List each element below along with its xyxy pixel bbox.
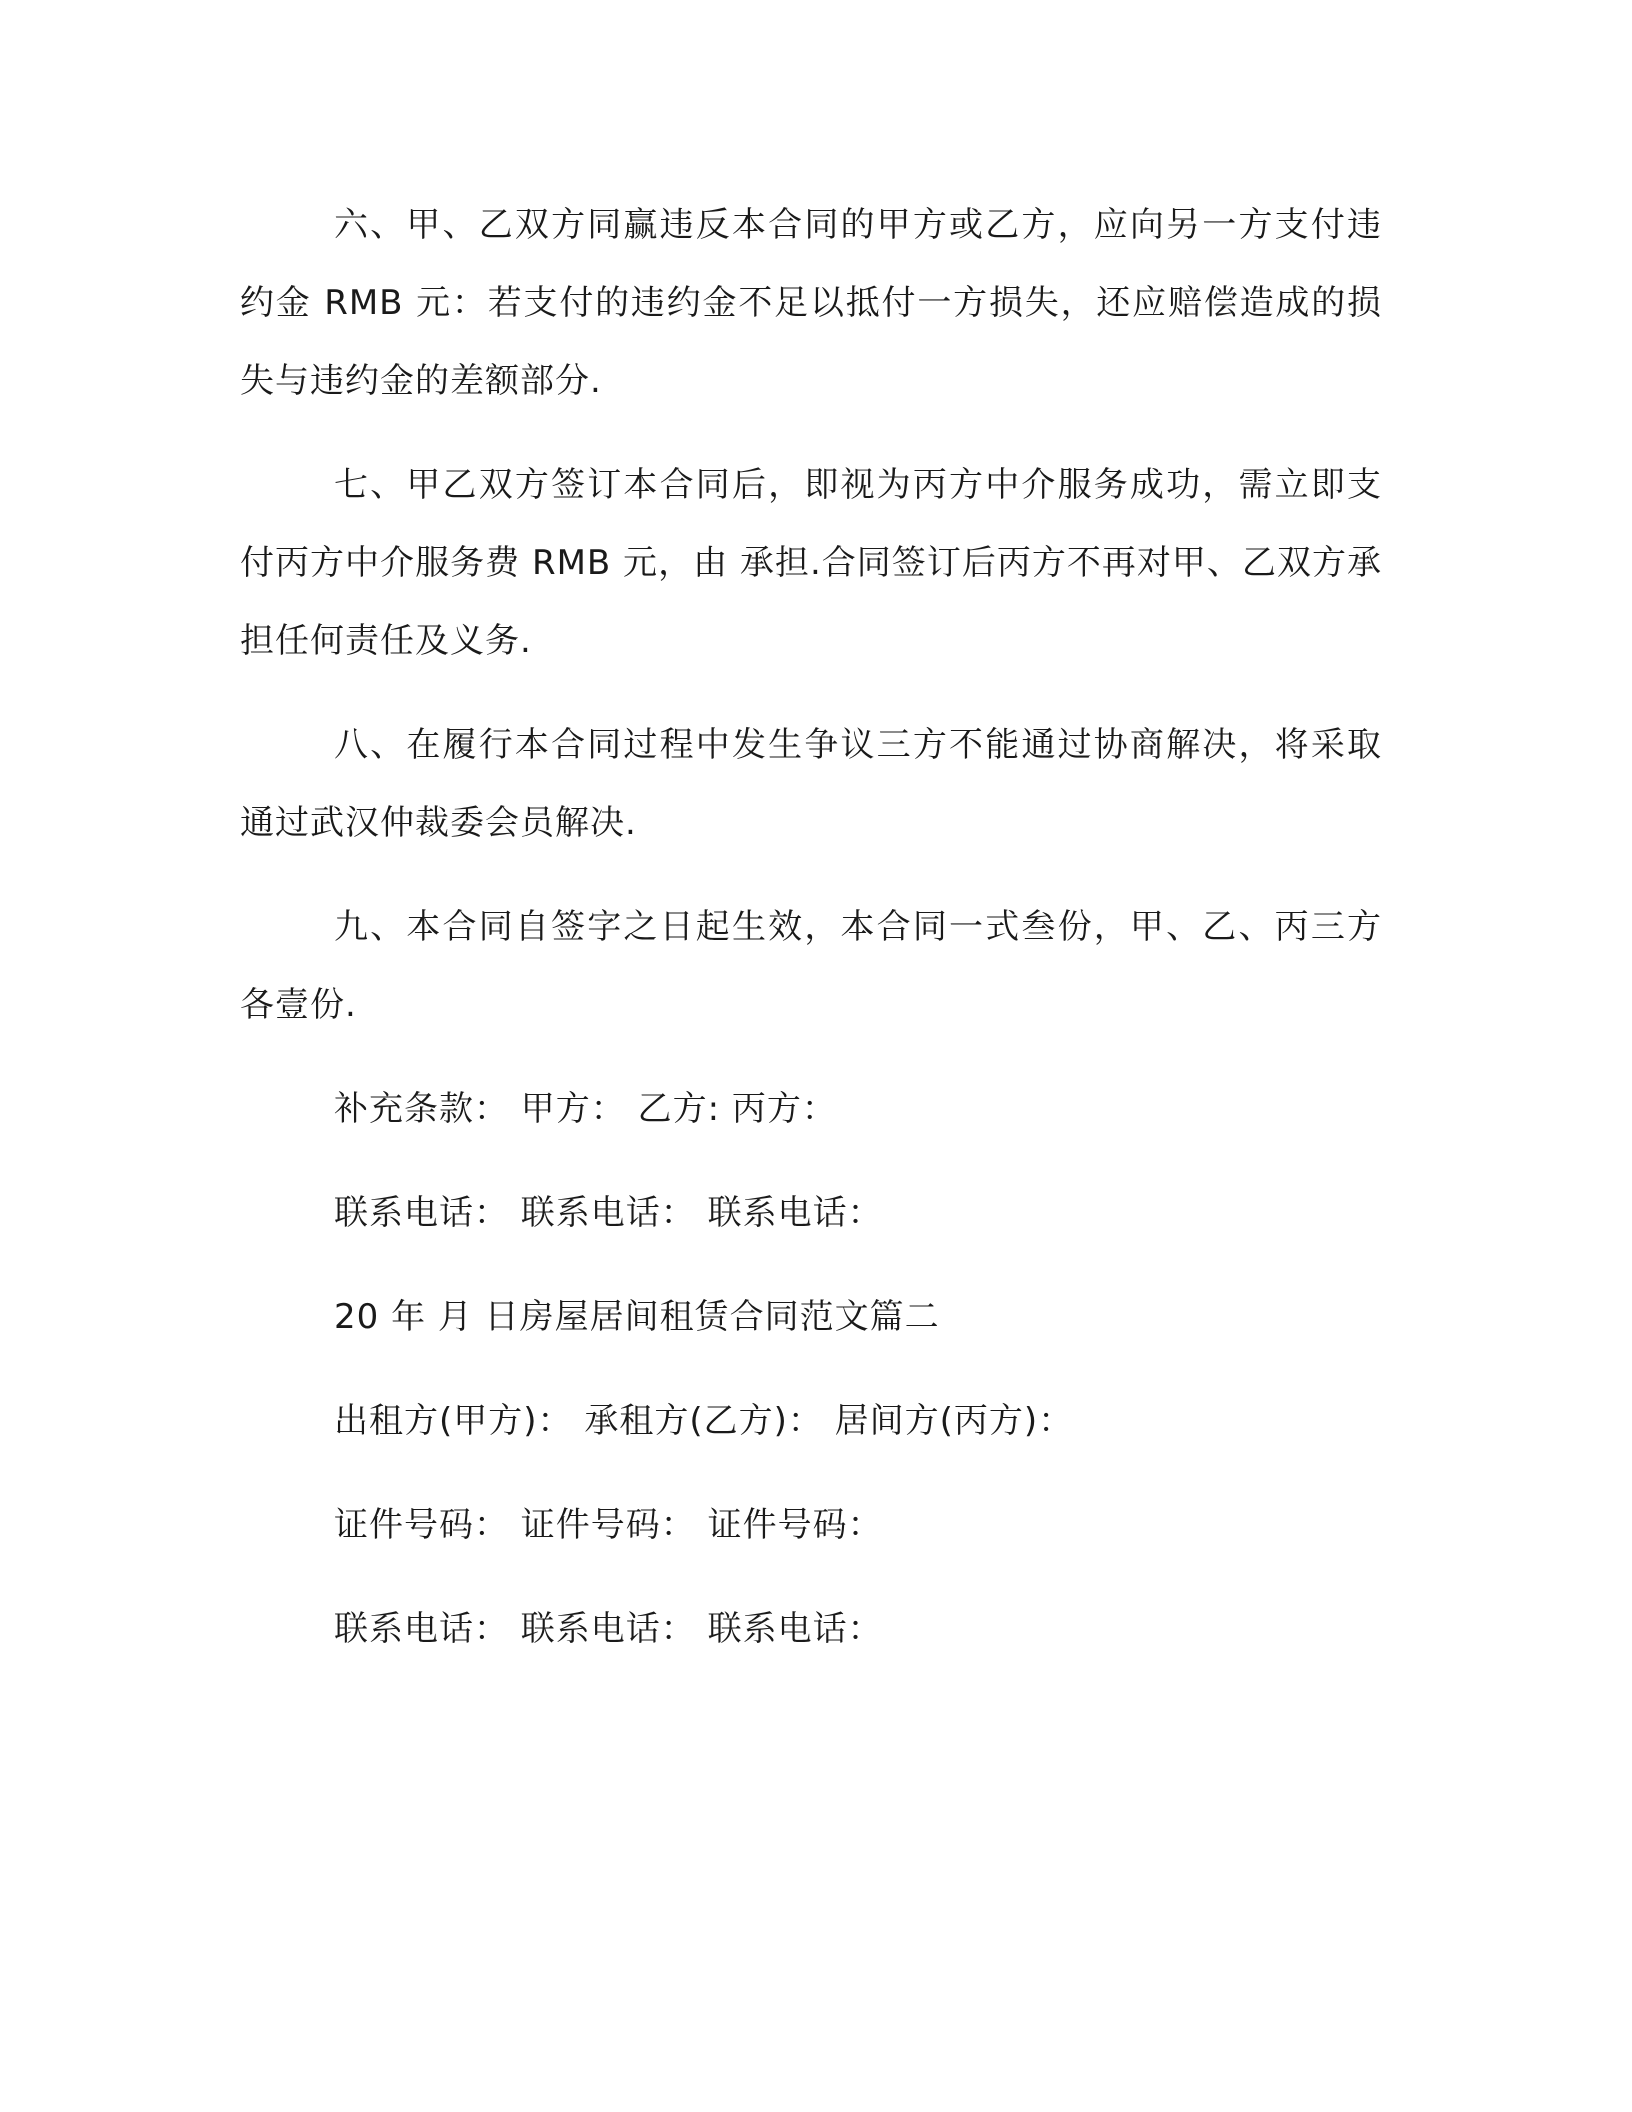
contact-phone-line-2: 联系电话： 联系电话： 联系电话： bbox=[334, 1609, 883, 1649]
id-number-line: 证件号码： 证件号码： 证件号码： bbox=[334, 1505, 883, 1545]
contact-phone-line: 联系电话： 联系电话： 联系电话： bbox=[334, 1193, 883, 1233]
clause-8: 八、在履行本合同过程中发生争议三方不能通过协商解决，将采取通过武汉仲裁委会员解决. bbox=[240, 725, 1382, 843]
parties-line: 出租方(甲方)： 承租方(乙方)： 居间方(丙方)： bbox=[334, 1401, 1074, 1441]
clause-6: 六、甲、乙双方同赢违反本合同的甲方或乙方，应向另一方支付违约金 RMB 元：若支付的违约金不足以抵付一方损失，还应赔偿造成的损失与违约金的差额部分. bbox=[240, 205, 1382, 401]
clause-7: 七、甲乙双方签订本合同后，即视为丙方中介服务成功，需立即支付丙方中介服务费 RMB 元，由 承担.合同签订后丙方不再对甲、乙双方承担任何责任及义务. bbox=[240, 465, 1382, 661]
document-body bbox=[240, 186, 1382, 1694]
clause-9: 九、本合同自签字之日起生效，本合同一式叁份，甲、乙、丙三方各壹份. bbox=[240, 907, 1382, 1025]
supplementary-terms-line: 补充条款： 甲方： 乙方: 丙方： bbox=[334, 1089, 837, 1129]
contract-title-line: 20 年 月 日房屋居间租赁合同范文篇二 bbox=[334, 1297, 940, 1337]
